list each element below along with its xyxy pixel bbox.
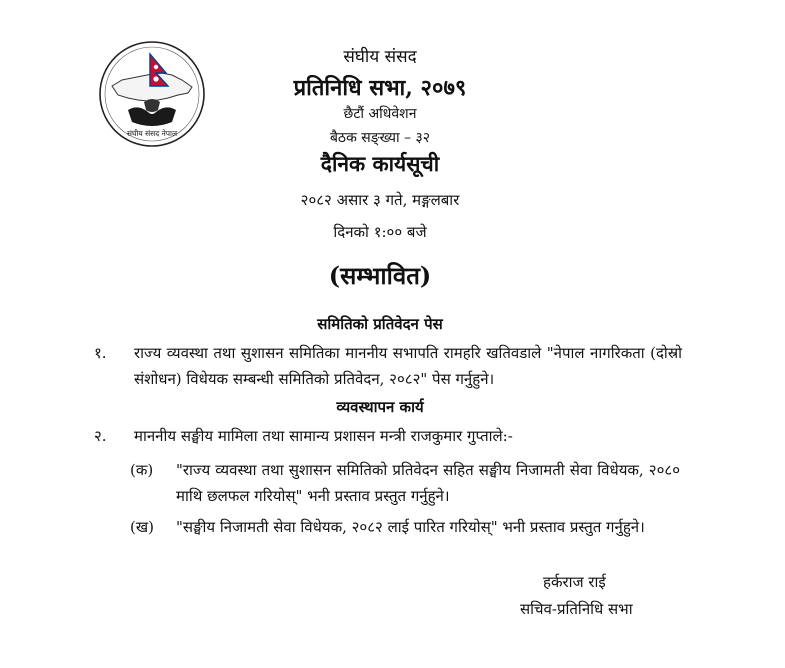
section-heading-committee-report: समितिको प्रतिवेदन पेस [317, 315, 443, 333]
emblem-caption: संघीय संसद नेपाल [126, 129, 178, 138]
item-number: १. [94, 344, 107, 362]
session-label: छैटौं अधिवेशन [343, 106, 417, 122]
secretary-name: हर्कराज राई [543, 573, 606, 591]
subitem-text: "राज्य व्यवस्था तथा सुशासन समितिको प्रतिवेदन सहित सङ्घीय निजामती सेवा विधेयक, २०८० माथि छलफल गरियोस्" भनी प्रस्ताव प्रस्तुत गर्नुहुने। [176, 461, 680, 505]
tentative-label: (सम्भावित) [328, 261, 432, 290]
parliament-name: संघीय संसद [343, 47, 417, 67]
subitem-text: "सङ्घीय निजामती सेवा विधेयक, २०८२ लाई पारित गरियोस्" भनी प्रस्ताव प्रस्तुत गर्नुहुने। [176, 518, 645, 536]
meeting-time: दिनको १:०० बजे [333, 223, 427, 241]
agenda-item-text: राज्य व्यवस्था तथा सुशासन समितिका माननीय सभापति रामहरि खतिवडाले "नेपाल नागरिकता (दोस्रो संशोधन) विधेयक सम्बन्धी समितिको प्रतिवेदन, २०८२" पेस गर्नुहुने। [134, 344, 682, 388]
agenda-item-text: माननीय सङ्घीय मामिला तथा सामान्य प्रशासन मन्त्री राजकुमार गुप्ताले:- [134, 427, 513, 445]
page-title: दैनिक कार्यसूची [320, 151, 440, 176]
secretary-title: सचिव-प्रतिनिधि सभा [520, 600, 633, 618]
meeting-date: २०८२ असार ३ गते, मङ्गलबार [300, 191, 460, 209]
subitem-label: (क) [130, 461, 154, 479]
house-title: प्रतिनिधि सभा, २०७९ [293, 75, 467, 101]
sitting-number: बैठक सङ्ख्या – ३२ [329, 130, 431, 146]
section-heading-legislative-business: व्यवस्थापन कार्य [336, 398, 424, 416]
subitem-label: (ख) [130, 518, 154, 536]
item-number: २. [94, 427, 107, 445]
